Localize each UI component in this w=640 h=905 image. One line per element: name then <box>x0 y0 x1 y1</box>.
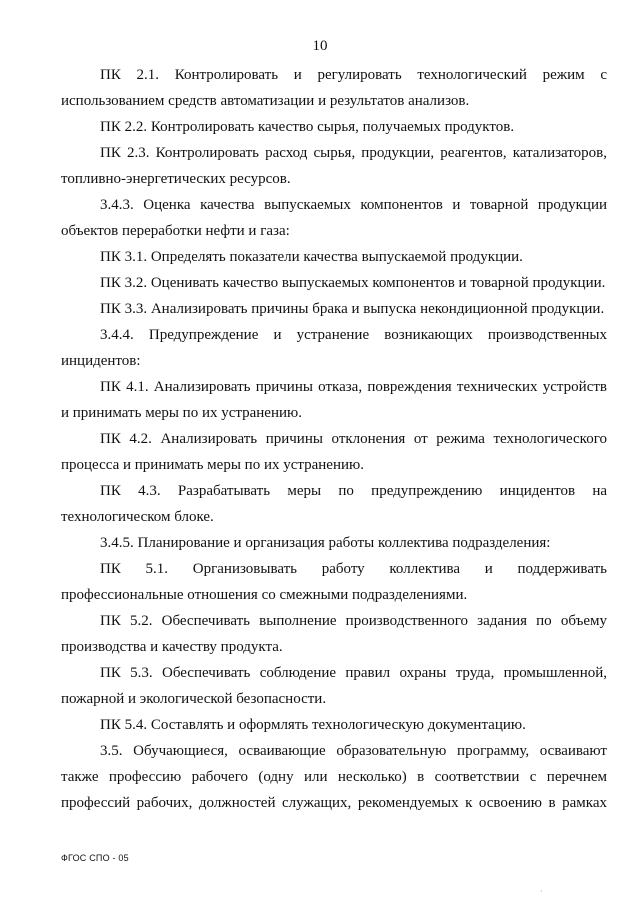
paragraph-pk-5-2: ПК 5.2. Обеспечивать выполнение производственного задания по объему производства и качеству продукта. <box>61 613 607 655</box>
paragraph-pk-3-2: ПК 3.2. Оценивать качество выпускаемых компонентов и товарной продукции. <box>100 275 606 291</box>
paragraph-pk-4-1: ПК 4.1. Анализировать причины отказа, повреждения технических устройств и принимать меры по их устранению. <box>61 379 607 421</box>
paragraph-pk-3-3: ПК 3.3. Анализировать причины брака и выпуска некондиционной продукции. <box>100 301 605 317</box>
scan-mark: · <box>540 887 543 896</box>
paragraph-pk-5-3: ПК 5.3. Обеспечивать соблюдение правил охраны труда, промышленной, пожарной и экологической безопасности. <box>61 665 607 707</box>
page-number: 10 <box>312 38 328 54</box>
paragraph-pk-4-3: ПК 4.3. Разрабатывать меры по предупреждению инцидентов на технологическом блоке. <box>61 483 607 525</box>
paragraph-pk-5-4: ПК 5.4. Составлять и оформлять технологическую документацию. <box>100 717 526 733</box>
paragraph-section-3-4-5: 3.4.5. Планирование и организация работы коллектива подразделения: <box>100 535 551 551</box>
paragraph-pk-4-2: ПК 4.2. Анализировать причины отклонения от режима технологического процесса и принимать меры по их устранению. <box>61 431 607 473</box>
paragraph-pk-2-3: ПК 2.3. Контролировать расход сырья, продукции, реагентов, катализаторов, топливно-энергетических ресурсов. <box>61 145 607 187</box>
paragraph-section-3-4-4: 3.4.4. Предупреждение и устранение возникающих производственных инцидентов: <box>61 327 607 369</box>
footer-standard-code: ФГОС СПО - 05 <box>61 853 129 863</box>
paragraph-pk-5-1: ПК 5.1. Организовывать работу коллектива и поддерживать профессиональные отношения со смежными подразделениями. <box>61 561 607 603</box>
paragraph-pk-2-1: ПК 2.1. Контролировать и регулировать технологический режим с использованием средств автоматизации и результатов анализов. <box>61 67 607 109</box>
paragraph-section-3-5: 3.5. Обучающиеся, осваивающие образовательную программу, осваивают также профессию рабочего (одну или несколько) в соответствии с перечнем профессий рабочих, должностей служащих, рекомендуемых к освоению в рамках <box>61 743 607 811</box>
paragraph-pk-3-1: ПК 3.1. Определять показатели качества выпускаемой продукции. <box>100 249 523 265</box>
paragraph-section-3-4-3: 3.4.3. Оценка качества выпускаемых компонентов и товарной продукции объектов переработки нефти и газа: <box>61 197 607 239</box>
paragraph-pk-2-2: ПК 2.2. Контролировать качество сырья, получаемых продуктов. <box>100 119 515 135</box>
document-body <box>61 62 607 816</box>
